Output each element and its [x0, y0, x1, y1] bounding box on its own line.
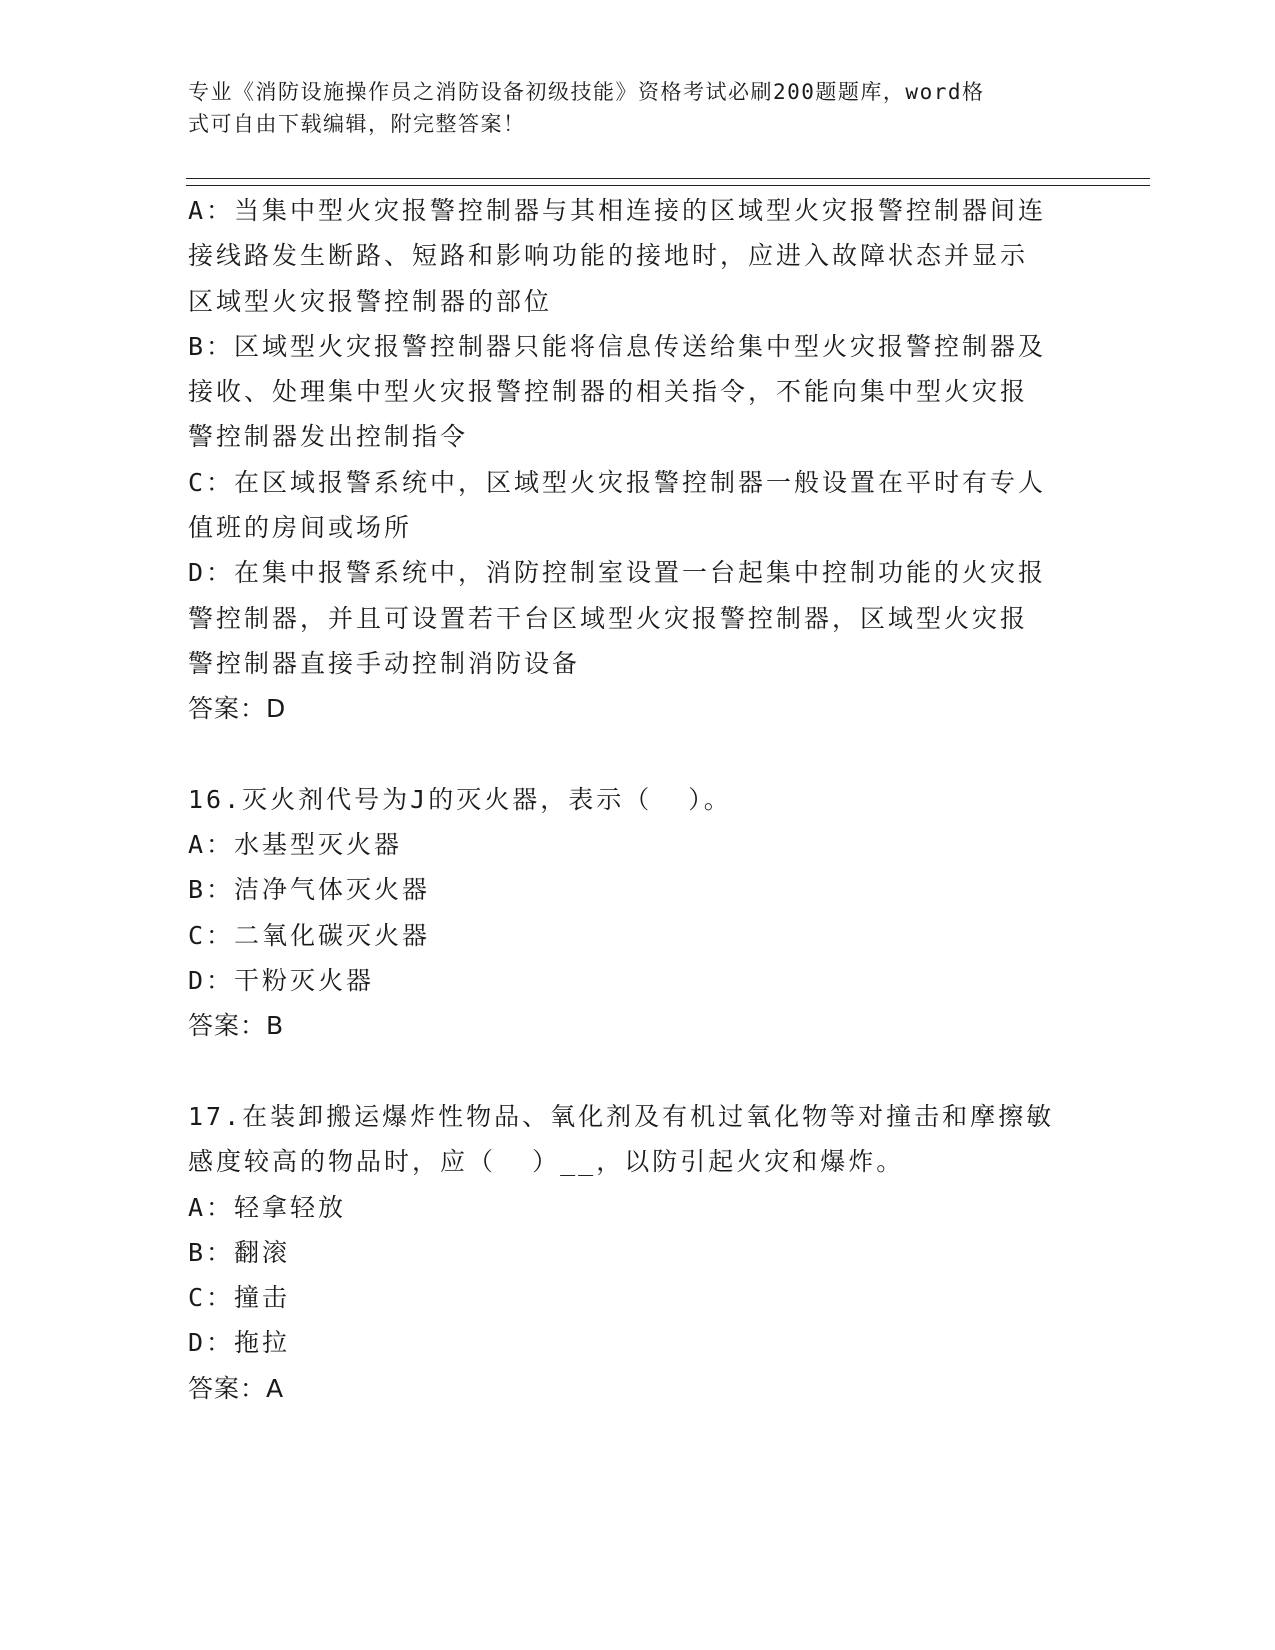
option-d: D：干粉灭火器 [188, 966, 375, 996]
answer-line: 答案：B [188, 1011, 285, 1041]
option-line: 警控制器，并且可设置若干台区域型火灾报警控制器，区域型火灾报 [188, 603, 1029, 633]
option-c [188, 460, 1088, 551]
option-line: 接收、处理集中型火灾报警控制器的相关指令，不能向集中型火灾报 [188, 377, 1029, 407]
option-line: 区域型火灾报警控制器的部位 [188, 286, 553, 316]
option-a: A：轻拿轻放 [188, 1192, 347, 1222]
option-b: B：洁净气体灭火器 [188, 875, 431, 905]
option-line: B：区域型火灾报警控制器只能将信息传送给集中型火灾报警控制器及 [188, 331, 1047, 361]
option-d: D：拖拉 [188, 1328, 291, 1358]
question-15 [188, 188, 1088, 732]
option-b [188, 324, 1088, 460]
option-line: 警控制器直接手动控制消防设备 [188, 648, 581, 678]
option-line: 警控制器发出控制指令 [188, 422, 469, 452]
option-a: A：水基型灭火器 [188, 830, 403, 860]
option-line: C：在区域报警系统中，区域型火灾报警控制器一般设置在平时有专人 [188, 467, 1047, 497]
option-line: 值班的房间或场所 [188, 513, 413, 543]
question-17 [188, 1094, 1088, 1411]
option-d [188, 550, 1088, 686]
answer-line: 答案：D [188, 694, 287, 724]
question-text: 17.在装卸搬运爆炸性物品、氧化剂及有机过氧化物等对撞击和摩擦敏 [188, 1101, 1055, 1131]
spacer [188, 1049, 1088, 1094]
spacer [188, 732, 1088, 777]
option-b: B：翻滚 [188, 1237, 291, 1267]
question-text: 感度较高的物品时，应（ ）__，以防引起火灾和爆炸。 [188, 1147, 905, 1177]
option-line: 接线路发生断路、短路和影响功能的接地时，应进入故障状态并显示 [188, 241, 1029, 271]
header-double-rule [186, 178, 1150, 186]
page-header [188, 76, 1068, 140]
answer-line: 答案：A [188, 1373, 285, 1403]
question-16 [188, 777, 1088, 1049]
option-c: C：二氧化碳灭火器 [188, 920, 431, 950]
header-line: 专业《消防设施操作员之消防设备初级技能》资格考试必刷200题题库，word格 [188, 80, 985, 104]
option-line: A：当集中型火灾报警控制器与其相连接的区域型火灾报警控制器间连 [188, 196, 1047, 225]
option-a [188, 188, 1088, 324]
question-content [188, 188, 1088, 1411]
option-line: D：在集中报警系统中，消防控制室设置一台起集中控制功能的火灾报 [188, 558, 1047, 588]
option-c: C：撞击 [188, 1283, 291, 1313]
header-line: 式可自由下载编辑，附完整答案！ [188, 112, 526, 136]
question-text: 16.灭火剂代号为J的灭火器，表示（ ）。 [188, 784, 732, 814]
